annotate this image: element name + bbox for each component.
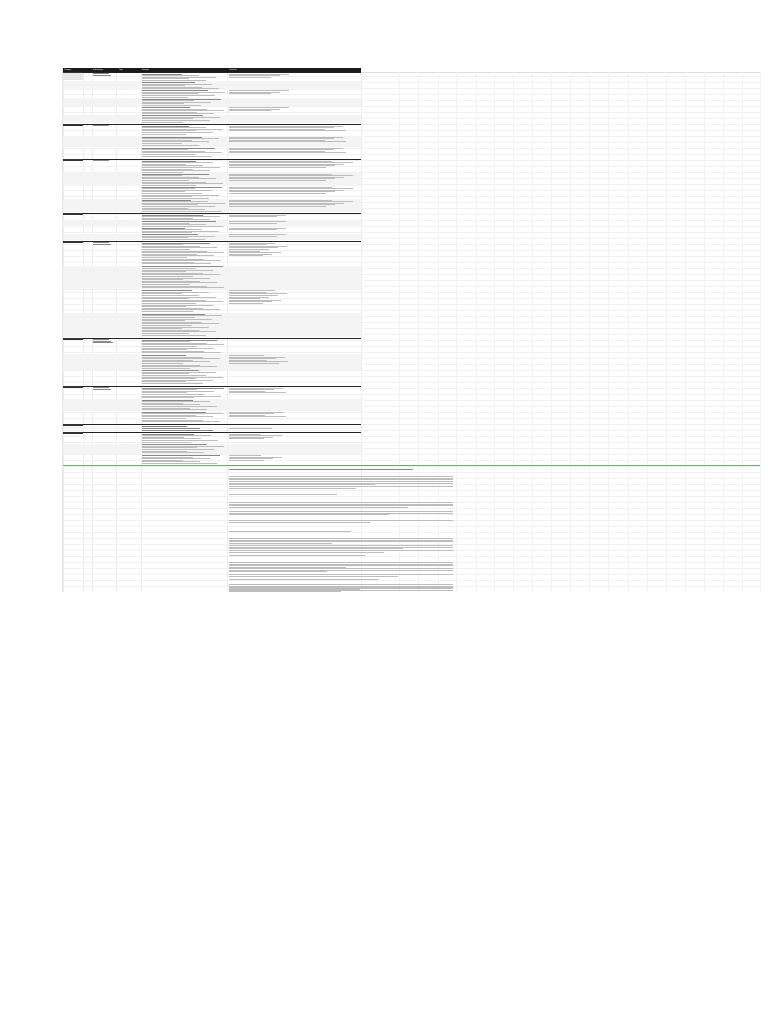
example-text [142,156,212,157]
essay-text [229,514,389,515]
comment-text [229,438,264,439]
type-cell[interactable]: Title [117,214,120,216]
type-cell[interactable]: Verbal Cues [117,313,126,315]
type-cell[interactable]: Title [117,425,120,427]
section-divider [63,465,760,466]
row-gridline [63,526,760,527]
table-row[interactable] [63,242,361,266]
type-cell[interactable]: Example - Part [117,444,127,446]
subcategory-text [93,342,113,343]
comment-text [229,77,271,78]
row-gridline [63,508,760,509]
type-cell[interactable]: Title [117,125,120,127]
type-cell[interactable]: Verbal Cues [117,411,126,413]
essay-text [229,531,351,532]
type-cell[interactable]: Title [117,433,120,435]
type-cell[interactable]: Example - Part [117,266,127,268]
column-header-subcategory[interactable]: Subcategory [93,68,104,71]
example-text [142,368,190,369]
example-text [142,463,217,464]
type-cell[interactable]: Example - Part [117,354,127,356]
essay-text [229,494,337,495]
comment-text [229,193,326,194]
comment-text [229,167,326,168]
example-text [142,311,193,312]
column-header-category[interactable]: Category [64,68,72,71]
example-text [142,134,186,135]
subcategory-text [93,75,111,76]
type-cell[interactable]: Example - Part [117,90,127,92]
type-cell[interactable]: Example - Part [117,399,127,401]
type-cell[interactable]: Example - Part [117,136,127,138]
type-cell[interactable]: Taglines [117,115,123,117]
subcategory-text [93,160,109,161]
row-gridline [63,466,760,467]
comment-text [229,303,263,304]
example-text [142,145,199,146]
essay-text [229,579,379,580]
type-cell[interactable]: Text [117,73,120,75]
type-cell[interactable]: Example - Part [117,221,127,222]
comment-text [229,216,277,217]
subcategory-text [93,125,109,126]
type-cell[interactable]: Title [117,242,120,244]
essay-text [229,543,332,544]
column-header-type[interactable]: Type [119,68,123,71]
essay-text [229,571,327,572]
example-text [142,421,220,422]
row-gridline [63,580,760,581]
essay-text [229,507,408,508]
comment-text [229,236,277,237]
example-text [142,335,206,336]
essay-text [229,576,398,577]
type-cell[interactable]: Example - Part [117,186,127,188]
type-cell[interactable]: Example - Part [117,173,127,175]
type-cell[interactable]: Verbal Cues [117,454,126,456]
essay-text [229,555,365,556]
type-cell[interactable]: Example - Part [117,98,127,100]
comment-text [229,110,271,111]
type-cell[interactable]: Verbal Cues [117,106,126,108]
example-text [142,287,224,288]
type-cell[interactable]: Verbal Cues [117,429,126,431]
row-gridline [63,484,760,485]
table-row[interactable] [63,399,361,411]
column-header-comment[interactable]: Comment [229,68,237,71]
row-gridline [63,556,760,557]
subcategory-text [93,244,111,245]
essay-text [229,469,413,470]
comment-text [229,460,264,461]
example-text [142,352,221,353]
table-row[interactable] [63,313,361,337]
comment-text [229,206,326,207]
comment-text [229,93,271,94]
table-row[interactable] [63,433,361,444]
example-text [142,211,222,212]
type-cell[interactable]: Title [117,387,120,389]
column-gridline [760,72,761,592]
comment-text [229,392,286,393]
example-text [142,383,203,384]
essay-text [229,591,341,592]
row-gridline [63,472,760,473]
example-text [142,239,205,240]
header-row-empty [361,68,760,73]
type-cell[interactable]: Verbal Cues [117,147,126,149]
comment-text [229,180,326,181]
type-cell[interactable]: Title [117,81,120,83]
comment-text [229,416,286,417]
essay-text [229,484,375,485]
example-text [142,122,183,123]
type-cell[interactable]: Example - Part [117,227,127,229]
type-cell[interactable]: Verbal Cues [117,234,126,235]
comment-text [229,363,279,364]
row-gridline [63,490,760,491]
essay-text [229,522,370,523]
example-text [142,409,207,410]
type-cell[interactable]: Example - Part [117,427,127,429]
type-cell[interactable]: Verbal Cues [117,199,126,201]
example-text [142,430,213,431]
spreadsheet[interactable] [62,68,760,592]
comment-text [229,255,263,256]
example-text [142,263,211,264]
essay-text [229,552,384,553]
row-gridline [63,532,760,533]
row-gridline [63,514,760,515]
subcategory-text [93,389,111,390]
comment-text [229,223,277,224]
example-text [142,442,191,443]
comment-text [229,152,346,153]
table-row[interactable] [63,234,361,241]
essay-text [229,488,356,489]
comment-text [229,130,346,131]
example-text [142,452,204,453]
type-cell[interactable]: Verbal Cues [117,370,126,372]
essay-text [229,548,403,549]
row-gridline [63,496,760,497]
essay-heading: Examples [228,466,236,467]
column-header-example[interactable]: Example [142,68,149,71]
table-row[interactable] [63,354,361,369]
type-cell[interactable]: Title [117,339,120,341]
type-cell[interactable]: Title [117,160,120,162]
type-cell[interactable]: Example - Part [117,290,127,291]
comment-text [229,141,346,142]
example-text [142,397,194,398]
comment-text [229,229,277,230]
